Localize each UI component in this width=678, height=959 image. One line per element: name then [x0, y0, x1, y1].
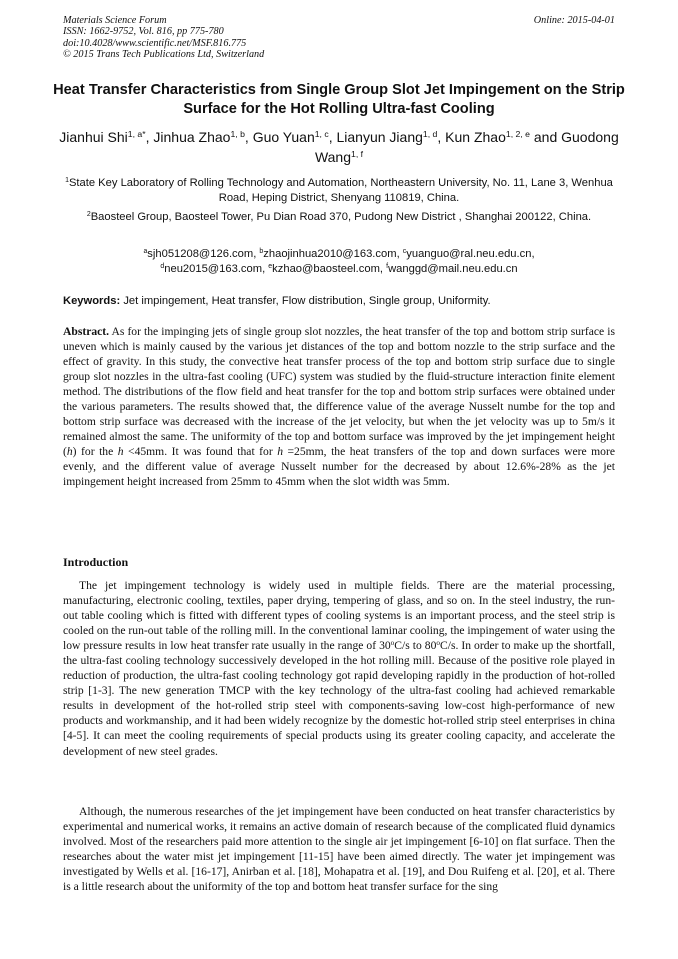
introduction-paragraph-2: Although, the numerous researches of the jet impingement have been conducted on heat transfer characteristics by experimental and numerical works, it remains an active domain of research because of the complicated fluid dynamics involved. Most of the researchers paid more attention to the single air jet impingement [6-10] on flat surface. Then the researches about the water mist jet impingement [11-15] have been aimed directly. The water jet impingement was investigated by Wells et al. [16-17], Anirban et al. [18], Mohapatra et al. [19], and Dou Ruifeng et al. [20], et al. There is a little research about the uniformity of the top and bottom heat transfer surface for the sing — [63, 805, 615, 894]
paper-title: Heat Transfer Characteristics from Single Group Slot Jet Impingement on the Strip Surface for the Hot Rolling Ultra-fast Cooling — [53, 82, 625, 117]
introduction-paragraph-1: The jet impingement technology is widely used in multiple fields. There are the material processing, manufacturing, electronic cooling, textiles, paper drying, tempering of glass, and so on. In the steel industry, the run-out table cooling which is fitted with different types of cooling systems is an important process, and the steel strip is cooled on the run-out table of the rolling mill. In the conventional laminar cooling, the impingement of water using the low pressure results in low heat transfer rate usually in the range of 30$^o$C/s to 80$^o$C/s. In order to make up the shortfall, the ultra-fast cooling technology successively developed in the hot rolling mill. Because of the positive role played in reduction of production, the ultra-fast cooling technology got rapid developing rapidly in the production of hot-rolled strip [1-3]. The new generation TMCP with the key technology of the ultra-fast cooling had achieved remarkable results in development of the hot-rolled strip steel with components-saving low-cost high-performance of new products and workmanship, and it had been widely recognize by the domestic hot-rolled strip steel enterprises in china [4-5]. It can meet the cooling requirements of special products using its greater cooling capacity, and accelerate the development of new steel grades. — [63, 579, 615, 758]
author: Guo Yuan$^{1, c}$ — [252, 129, 329, 145]
author-list: Jianhui Shi$^{1, a*}$, Jinhua Zhao$^{1, b}$, Guo Yuan$^{1, c}$, Lianyun Jiang$^{1, d}$, Kun Zhao$^{1, 2, e}$ and Guodong Wang$^{1, f}$ — [59, 129, 619, 165]
author: Guodong Wang$^{1, f}$ — [314, 129, 619, 165]
email[interactable]: $^b$zhaojinhua2010@163.com — [259, 248, 397, 260]
email[interactable]: $^e$kzhao@baosteel.com — [268, 262, 380, 275]
email[interactable]: $^c$yuanguo@ral.neu.edu.cn — [402, 248, 532, 260]
email-list: $^a$sjh051208@126.com, $^b$zhaojinhua2010@163.com, $^c$yuanguo@ral.neu.edu.cn, $^d$neu2015@163.com, $^e$kzhao@baosteel.com, $^f$wanggd@mail.neu.edu.cn — [143, 248, 535, 275]
keywords-text: Jet impingement, Heat transfer, Flow distribution, Single group, Uniformity. — [123, 295, 491, 307]
affiliation-2: $^2$Baosteel Group, Baosteel Tower, Pu Dian Road 370, Pudong New District , Shanghai 200122, China. — [86, 211, 592, 223]
journal-header — [63, 15, 615, 61]
keywords-label: Keywords: — [63, 295, 121, 307]
author: Lianyun Jiang$^{1, d}$ — [336, 129, 438, 145]
issn-line: ISSN: 1662-9752, Vol. 816, pp 775-780 — [63, 26, 224, 38]
keywords — [63, 295, 623, 307]
email[interactable]: $^f$wanggd@mail.neu.edu.cn — [386, 262, 518, 275]
copyright-line: © 2015 Trans Tech Publications Ltd, Switzerland — [63, 49, 265, 61]
online-date: Online: 2015-04-01 — [533, 15, 615, 26]
abstract: Abstract. As for the impinging jets of single group slot nozzles, the heat transfer of the top and bottom strip surface is uneven which is mainly caused by the various jet distances of the top and bottom nozzle to the strip surface and the effect of gravity. In this study, the convective heat transfer process of the top and bottom strip surface due to single group slot nozzles in the ultra-fast cooling (UFC) system was studied by the fluid-structure interaction finite element method. The distributions of the flow field and heat transfer for the top and bottom strip surfaces were obtained under the various parameters. The results showed that, the difference value of the average Nusselt numbe for the top and bottom strip surface was decreased with the increase of the jet velocity, but when the jet velocity was up to 5m/s it remained almost the same. The uniformity of the top and bottom surface was improved by the jet impingement height (h) for the h <45mm. It was found that for h =25mm, the heat transfers of the top and down surfaces were more evenly, and the different value of average Nusselt number for the decreased by about 12.6%-28% as the jet impingement height increased from 25mm to 45mm when the slot width was 5mm. — [63, 325, 615, 489]
affiliation-1: $^1$State Key Laboratory of Rolling Technology and Automation, Northeastern University, No. 11, Lane 3, Wenhua Road, Heping District, Shenyang 110819, China. — [65, 177, 613, 204]
author: Jianhui Shi$^{1, a*}$ — [59, 129, 146, 145]
author: Kun Zhao$^{1, 2, e}$ — [445, 129, 530, 145]
section-heading-introduction: Introduction — [63, 555, 129, 569]
email[interactable]: $^a$sjh051208@126.com — [143, 248, 254, 260]
doi-line[interactable]: doi:10.4028/www.scientific.net/MSF.816.775 — [63, 37, 247, 49]
author: Jinhua Zhao$^{1, b}$ — [153, 129, 245, 145]
abstract-label: Abstract. — [63, 325, 110, 338]
journal-name: Materials Science Forum — [63, 15, 167, 26]
email[interactable]: $^d$neu2015@163.com — [160, 262, 263, 275]
